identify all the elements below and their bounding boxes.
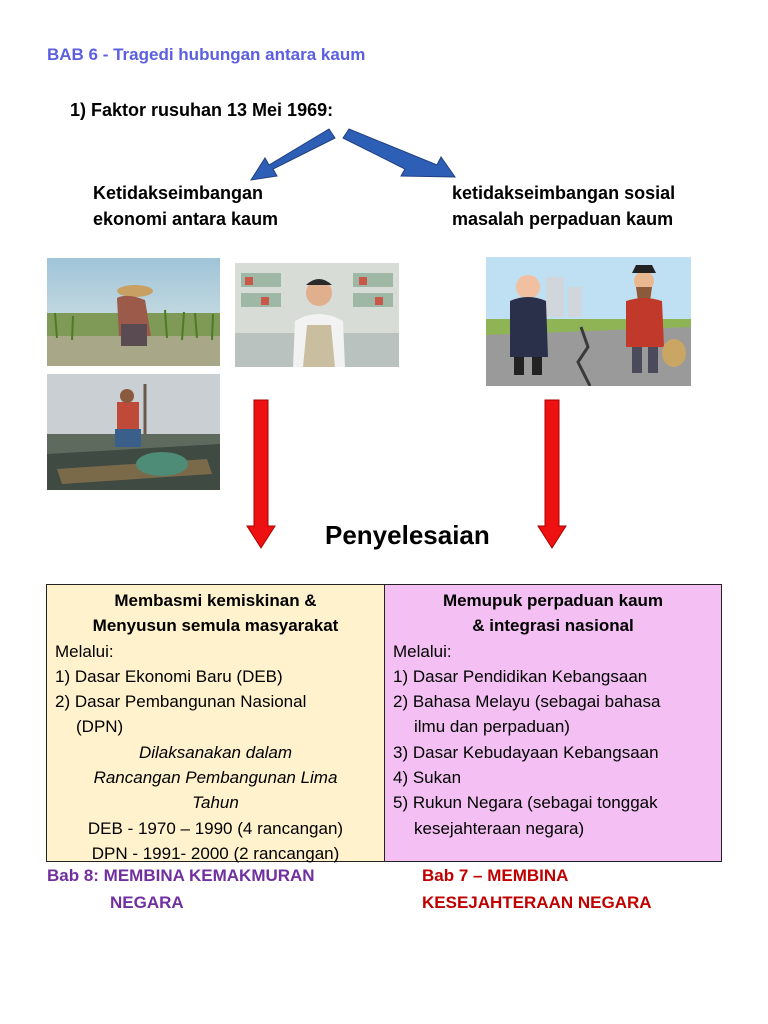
footer-bab7-line2: KESEJAHTERAAN NEGARA <box>422 893 652 912</box>
box-right-item-2: 2) Bahasa Melayu (sebagai bahasa <box>393 692 661 712</box>
box-right-item-4: 4) Sukan <box>393 768 462 788</box>
box-left-item-2: 2) Dasar Pembangunan Nasional <box>55 692 307 712</box>
red-down-arrow-left-icon <box>246 398 276 550</box>
box-right-item-3: 3) Dasar Kebudayaan Kebangsaan <box>393 742 659 762</box>
box-left-heading-1: Membasmi kemiskinan & <box>114 591 317 610</box>
footer-bab7-line1: Bab 7 – MEMBINA <box>422 866 569 885</box>
branch-economic <box>93 180 278 232</box>
box-left-italic-3: Tahun <box>192 793 239 813</box>
box-right-item-2-cont: ilmu dan perpaduan) <box>414 717 570 737</box>
box-left-item-2-cont: (DPN) <box>76 717 124 737</box>
box-right-heading-1: Memupuk perpaduan kaum <box>442 591 664 610</box>
blue-left-arrow-icon <box>251 129 335 180</box>
fisherman-image <box>47 374 220 490</box>
branch-economic-line1: Ketidakseimbangan <box>93 183 264 203</box>
box-right-via: Melalui: <box>393 641 452 661</box>
box-left-item-1: 1) Dasar Ekonomi Baru (DEB) <box>55 666 283 686</box>
factor-heading: 1) Faktor rusuhan 13 Mei 1969: <box>70 100 334 120</box>
branch-social <box>452 180 675 232</box>
footer-bab8-line1: Bab 8: MEMBINA KEMAKMURAN <box>47 866 315 885</box>
box-left-italic-1: Dilaksanakan dalam <box>138 742 293 762</box>
chapter-title: BAB 6 - Tragedi hubungan antara kaum <box>47 45 366 64</box>
footer-bab7 <box>422 862 652 916</box>
box-left-deb-period: DEB - 1970 – 1990 (4 rancangan) <box>87 818 344 838</box>
footer-bab8 <box>47 862 315 916</box>
box-left-heading-2: Menyusun semula masyarakat <box>92 616 339 636</box>
branch-economic-line2: ekonomi antara kaum <box>93 209 279 229</box>
box-right-item-5: 5) Rukun Negara (sebagai tonggak <box>393 793 658 813</box>
box-right-heading-2: & integrasi nasional <box>472 616 634 636</box>
branch-arrows <box>245 125 460 185</box>
economic-solution-box <box>46 584 385 862</box>
box-left-via: Melalui: <box>55 641 114 661</box>
branch-social-line2: masalah perpaduan kaum <box>452 209 674 229</box>
box-right-item-5-cont: kesejahteraan negara) <box>414 818 585 838</box>
farmer-paddy-image <box>47 258 220 366</box>
unity-solution-box <box>384 584 722 862</box>
box-right-item-1: 1) Dasar Pendidikan Kebangsaan <box>393 666 648 686</box>
red-down-arrow-right-icon <box>537 398 567 550</box>
box-left-italic-2: Rancangan Pembangunan Lima <box>93 768 338 788</box>
branch-social-line1: ketidakseimbangan sosial <box>452 183 676 203</box>
footer-bab8-line2: NEGARA <box>110 893 184 912</box>
shopkeeper-image <box>235 263 399 367</box>
box-left-dpn-period: DPN - 1991- 2000 (2 rancangan) <box>91 843 340 863</box>
blue-right-arrow-icon <box>343 129 455 177</box>
solution-label: Penyelesaian <box>325 520 490 550</box>
rich-poor-cartoon-image <box>486 257 691 386</box>
